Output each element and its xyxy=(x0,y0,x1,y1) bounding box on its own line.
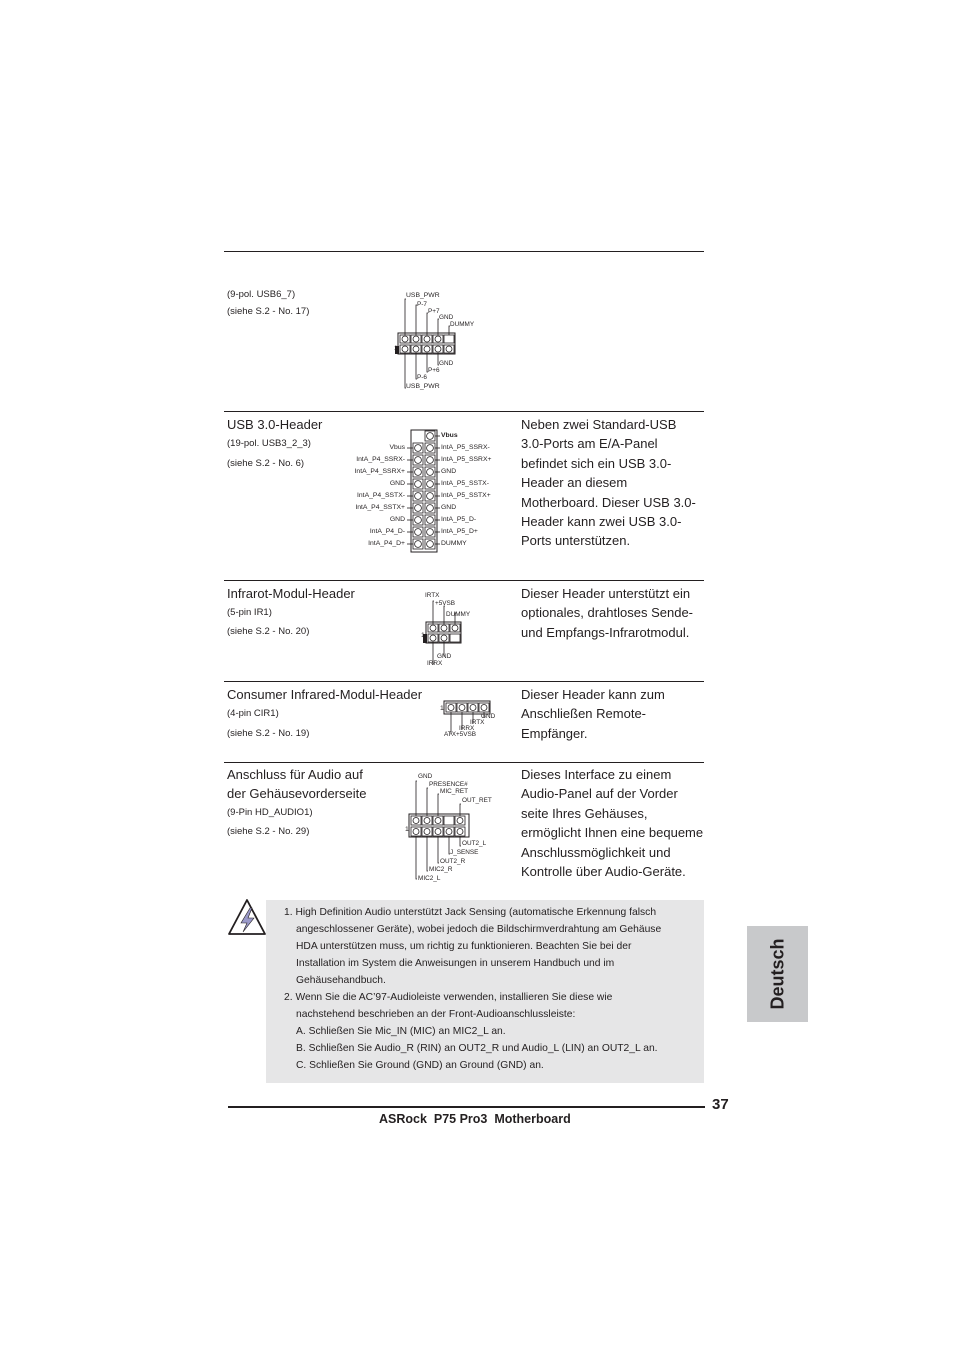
ir-desc-line: Dieser Header unterstützt ein xyxy=(521,586,691,601)
ir-desc-line: und Empfangs-Infrarotmodul. xyxy=(521,624,690,640)
audio-pin1-marker: 1 xyxy=(405,826,409,833)
language-side-tab-label: Deutsch xyxy=(767,938,787,1010)
usb2-label-usb-pwr-bottom: USB_PWR xyxy=(406,383,440,390)
usb3-label-p5-sstx-plus: IntA_P5_SSTX+ xyxy=(441,492,491,499)
audio-pins-label: (9-Pin HD_AUDIO1) xyxy=(227,807,313,818)
audio-title-line2: der Gehäusevorderseite xyxy=(227,786,367,801)
cir-label-irrx: IRRX xyxy=(459,725,475,732)
usb3-pin-diagram xyxy=(404,428,444,554)
usb3-ref-label: (siehe S.2 - No. 6) xyxy=(227,458,305,469)
audio-label-gnd: GND xyxy=(418,773,433,780)
usb3-desc-line: 3.0-Ports am E/A-Panel xyxy=(521,436,658,452)
cir-label-irtx: IRTX xyxy=(470,719,485,726)
note-line: 2. Wenn Sie die AC’97-Audioleiste verwenden, installieren Sie diese wie xyxy=(284,992,613,1003)
usb3-label-gnd-left-2: GND xyxy=(389,516,405,523)
ir-label-irrx: IRRX xyxy=(427,660,443,667)
usb3-label-p5-ssrx-plus: IntA_P5_SSRX+ xyxy=(441,456,492,463)
ir-label-5vsb: +5VSB xyxy=(435,600,456,607)
audio-label-out-ret: OUT_RET xyxy=(462,797,492,804)
audio-label-out2-l: OUT2_L xyxy=(462,840,487,847)
note-box xyxy=(266,900,704,1083)
note-line: Installation im System die Anweisungen in unserem Handbuch und im xyxy=(296,958,615,969)
usb3-label-p4-d-plus: IntA_P4_D+ xyxy=(368,540,405,547)
note-line: Gehäusehandbuch. xyxy=(296,975,386,986)
note-item-1 xyxy=(266,904,704,989)
usb3-label-p5-d-minus: IntA_P5_D- xyxy=(441,516,477,523)
cir-label-gnd: GND xyxy=(481,713,496,720)
usb3-desc-line: befindet sich ein USB 3.0- xyxy=(521,455,672,471)
note-line: angeschlossener Geräte), wobei jedoch die Bildschirmverdrahtung am Gehäuse xyxy=(296,924,662,935)
usb3-description xyxy=(521,415,711,551)
ir-label-dummy: DUMMY xyxy=(446,611,471,618)
footer-rule xyxy=(228,1106,705,1108)
audio-ref-label: (siehe S.2 - No. 29) xyxy=(227,826,310,837)
ir-pin1-marker: 1 xyxy=(421,632,425,639)
usb3-label-p4-d-minus: IntA_P4_D- xyxy=(369,528,405,535)
audio-label-presence: PRESENCE# xyxy=(429,781,468,788)
usb3-label-gnd-right-1: GND xyxy=(441,468,457,475)
audio-desc-line: Kontrolle über Audio-Geräte. xyxy=(521,864,686,880)
usb2-pins-label: (9-pol. USB6_7) xyxy=(227,289,296,300)
usb3-label-vbus-right: Vbus xyxy=(441,432,458,439)
usb3-label-gnd-right-2: GND xyxy=(441,504,457,511)
audio-title-line1: Anschluss für Audio auf xyxy=(227,767,363,782)
usb2-pin1-marker: 1 xyxy=(394,345,398,352)
ir-pins-label: (5-pin IR1) xyxy=(227,607,272,618)
audio-desc-line: ermöglicht Ihnen eine bequeme xyxy=(521,825,704,841)
section-divider xyxy=(224,411,704,412)
ir-desc-line: optionales, drahtloses Sende- xyxy=(521,605,694,621)
usb3-pins-label: (19-pol. USB3_2_3) xyxy=(227,438,311,449)
usb3-label-p5-d-plus: IntA_P5_D+ xyxy=(441,528,478,535)
usb3-label-p4-ssrx-minus: IntA_P4_SSRX- xyxy=(356,456,405,463)
audio-desc-line: seite Ihres Gehäuses, xyxy=(521,805,648,821)
cir-ref-label: (siehe S.2 - No. 19) xyxy=(227,728,310,739)
note-line: 1. High Definition Audio unterstützt Jack Sensing (automatische Erkennung falsch xyxy=(284,907,657,918)
usb3-desc-line: Header an diesem xyxy=(521,475,628,491)
audio-desc-line: Anschlussmöglichkeit und xyxy=(521,844,671,860)
usb2-label-p-minus-7: P-7 xyxy=(417,301,427,308)
audio-label-mic-ret: MIC_RET xyxy=(440,788,469,795)
usb3-label-dummy: DUMMY xyxy=(441,540,467,547)
usb2-pin-diagram xyxy=(392,288,492,396)
ir-label-irtx: IRTX xyxy=(425,592,440,599)
usb3-label-vbus-left: Vbus xyxy=(389,444,405,451)
cir-description xyxy=(521,685,711,743)
usb3-label-p4-sstx-plus: IntA_P4_SSTX+ xyxy=(355,504,405,511)
audio-label-mic2-l: MIC2_L xyxy=(418,875,441,882)
audio-label-mic2-r: MIC2_R xyxy=(429,866,453,873)
note-line: A. Schließen Sie Mic_IN (MIC) an MIC2_L an. xyxy=(296,1026,506,1037)
usb2-label-gnd-top: GND xyxy=(439,314,454,321)
usb2-label-p-plus-6: P+6 xyxy=(428,367,440,374)
section-divider xyxy=(224,580,704,581)
cir-desc-line: Anschließen Remote- xyxy=(521,706,646,722)
warning-triangle-icon xyxy=(226,897,268,939)
usb3-desc-line: Motherboard. Dieser USB 3.0- xyxy=(521,494,696,510)
audio-label-out2-r: OUT2_R xyxy=(440,858,466,865)
note-line: C. Schließen Sie Ground (GND) an Ground (GND) an. xyxy=(296,1060,544,1071)
usb2-label-gnd-bottom: GND xyxy=(439,360,454,367)
ir-title: Infrarot-Modul-Header xyxy=(227,586,355,601)
ir-ref-label: (siehe S.2 - No. 20) xyxy=(227,626,310,637)
header-rule xyxy=(224,251,704,252)
usb3-desc-line: Neben zwei Standard-USB xyxy=(521,417,677,432)
usb2-label-p-minus-6: P-6 xyxy=(417,374,427,381)
note-line: nachstehend beschrieben an der Front-Audioanschlussleiste: xyxy=(296,1009,576,1020)
cir-pins-label: (4-pin CIR1) xyxy=(227,708,279,719)
audio-desc-line: Dieses Interface zu einem xyxy=(521,767,672,782)
cir-label-atx-5vsb: ATX+5VSB xyxy=(444,731,477,738)
section-divider xyxy=(224,681,704,682)
cir-desc-line: Empfänger. xyxy=(521,725,588,741)
audio-desc-line: Audio-Panel auf der Vorder xyxy=(521,786,678,802)
page-number: 37 xyxy=(712,1096,729,1113)
ir-label-gnd: GND xyxy=(437,653,452,660)
footer-product-name: ASRock P75 Pro3 Motherboard xyxy=(379,1112,571,1126)
language-side-tab xyxy=(747,926,808,1022)
note-line: B. Schließen Sie Audio_R (RIN) an OUT2_R und Audio_L (LIN) an OUT2_L an. xyxy=(296,1043,658,1054)
ir-description xyxy=(521,584,711,642)
note-item-2 xyxy=(266,989,704,1074)
usb3-desc-line: Ports unterstützen. xyxy=(521,533,631,549)
usb2-label-p-plus-7: P+7 xyxy=(428,308,440,315)
audio-description xyxy=(521,765,711,881)
cir-title: Consumer Infrared-Modul-Header xyxy=(227,687,423,702)
usb3-label-p5-ssrx-minus: IntA_P5_SSRX- xyxy=(441,444,490,451)
note-line: HDA unterstützen muss, um richtig zu funktionieren. Beachten Sie bei der xyxy=(296,941,632,952)
note-list xyxy=(266,904,704,1074)
usb3-label-p5-sstx-minus: IntA_P5_SSTX- xyxy=(441,480,489,487)
usb3-label-p4-sstx-minus: IntA_P4_SSTX- xyxy=(357,492,405,499)
usb3-label-gnd-left-1: GND xyxy=(389,480,405,487)
usb3-title: USB 3.0-Header xyxy=(227,417,323,432)
cir-pin1-marker: 1 xyxy=(440,705,444,712)
usb2-ref-label: (siehe S.2 - No. 17) xyxy=(227,306,310,317)
usb2-label-usb-pwr-top: USB_PWR xyxy=(406,292,440,299)
audio-label-j-sense: J_SENSE xyxy=(450,849,479,856)
usb3-label-p4-ssrx-plus: IntA_P4_SSRX+ xyxy=(354,468,405,475)
usb2-label-dummy: DUMMY xyxy=(450,321,475,328)
section-divider xyxy=(224,762,704,763)
usb3-desc-line: Header kann zwei USB 3.0- xyxy=(521,514,682,530)
cir-desc-line: Dieser Header kann zum xyxy=(521,687,665,702)
